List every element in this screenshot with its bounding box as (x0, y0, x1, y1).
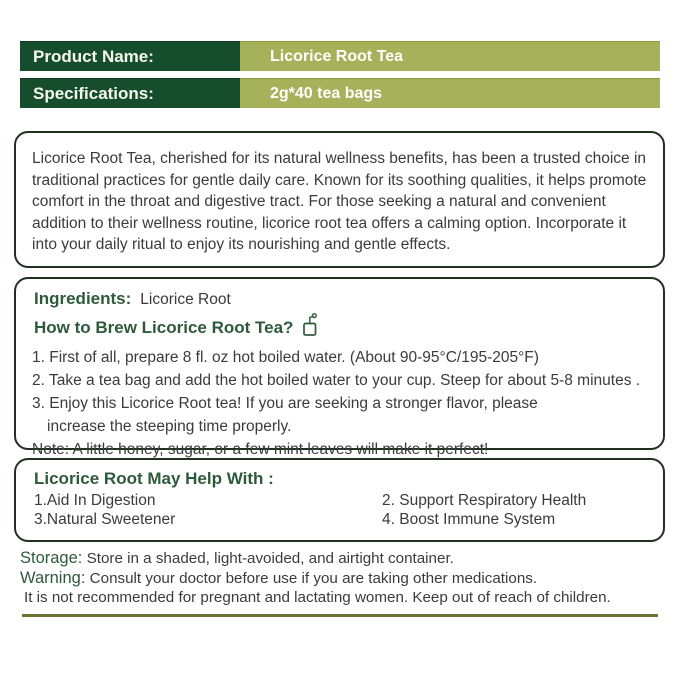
ingredients-value: Licorice Root (140, 291, 231, 308)
brew-step-3-continued: increase the steeping time properly. (47, 418, 292, 435)
footer-notes (20, 549, 665, 608)
benefit-item-2: 2. Support Respiratory Health (382, 492, 587, 509)
description-text: Licorice Root Tea, cherished for its natural wellness benefits, has been a trusted choice in traditional practices for gentle daily care. Known for its soothing qualities, it helps promote comfort in the throat and digestive tract. For those seeking a natural and convenient addition to their wellness routine, licorice root tea offers a calming option. Incorporate it into your daily ritual to enjoy its nourishing and gentle effects. (32, 150, 647, 253)
storage-label: Storage: (20, 549, 83, 567)
benefits-title: Licorice Root May Help With : (34, 469, 274, 488)
ingredients-label: Ingredients: (34, 289, 132, 308)
benefits-box (14, 458, 665, 542)
brew-step-1: 1. First of all, prepare 8 fl. oz hot boiled water. (About 90-95°C/195-205°F) (32, 349, 539, 366)
how-to-brew-line (34, 313, 647, 342)
storage-line (20, 549, 665, 568)
brew-note: Note: A little honey, sugar, or a few mint leaves will make it perfect! (32, 441, 489, 458)
benefit-item-4: 4. Boost Immune System (382, 510, 556, 528)
brew-box (14, 277, 665, 458)
benefits-grid (34, 492, 647, 529)
brew-step-2: 2. Take a tea bag and add the hot boiled water to your cup. Steep for about 5-8 minutes . (32, 372, 641, 389)
product-name-value: Licorice Root Tea (240, 41, 660, 71)
warning-line (20, 569, 665, 588)
description-box (14, 131, 665, 268)
specifications-value: 2g*40 tea bags (240, 78, 660, 108)
specifications-bar (20, 78, 660, 108)
warning-line-2: It is not recommended for pregnant and lactating women. Keep out of reach of children. (24, 589, 611, 607)
warning-label: Warning: (20, 568, 86, 587)
storage-text: Store in a shaded, light-avoided, and airtight container. (86, 550, 454, 567)
how-to-brew-title: How to Brew Licorice Root Tea? (34, 317, 294, 337)
warning-text: Consult your doctor before use if you are taking other medications. (89, 569, 538, 587)
benefit-item-3: 3.Natural Sweetener (34, 510, 176, 528)
teabag-icon (302, 313, 319, 342)
specifications-label: Specifications: (20, 78, 240, 108)
bottom-divider-rule (22, 614, 658, 617)
benefit-item-1: 1.Aid In Digestion (34, 492, 156, 509)
brew-step-3: 3. Enjoy this Licorice Root tea! If you are seeking a stronger flavor, please (32, 395, 538, 412)
ingredients-line (34, 289, 647, 309)
product-name-label: Product Name: (20, 41, 240, 71)
product-name-bar (20, 41, 660, 71)
